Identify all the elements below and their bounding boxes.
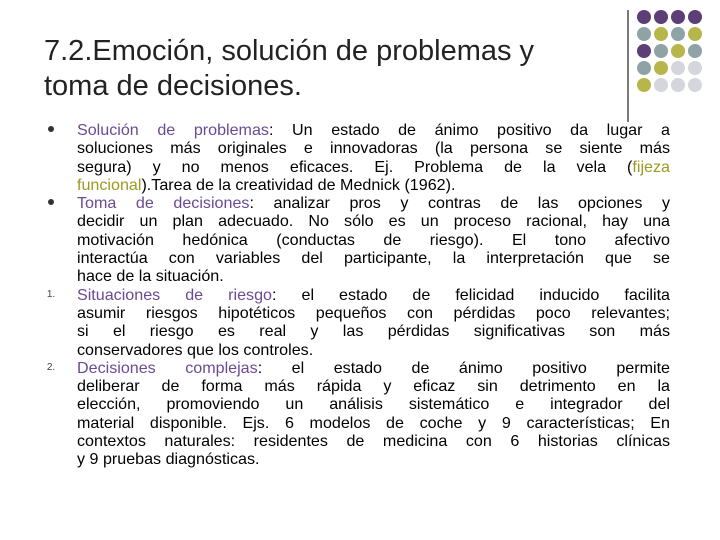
list-number: 2.: [46, 361, 56, 373]
decorative-dot: [637, 10, 651, 24]
decorative-dot: [654, 78, 668, 92]
item-2-line-1-rest: : analizar pros y contras de las opciones y: [249, 194, 670, 213]
decorative-dot: [671, 78, 685, 92]
item-1-line-4-rest: ).Tarea de la creatividad de Mednick (1962).: [141, 175, 456, 194]
decorative-dot: [671, 10, 685, 24]
decorative-dot: [654, 10, 668, 24]
keyword-toma-decisiones: Toma de decisiones: [77, 194, 250, 213]
item-3-line-1: [77, 286, 670, 304]
bullet-icon: [44, 121, 58, 139]
item-2-line-1: [77, 194, 670, 212]
decorative-dot: [688, 27, 702, 41]
item-1-line-1: [77, 121, 670, 139]
decorative-dot: [688, 61, 702, 75]
decorative-dot: [688, 78, 702, 92]
content-list: [44, 121, 670, 469]
item-1-line-2: soluciones más originales e innovadoras (la persona se siente más: [77, 139, 670, 158]
decorative-dot-grid: [637, 10, 702, 92]
slide-title-line-2: toma de decisiones.: [44, 70, 302, 102]
item-1-line-3-start: segura) y no menos eficaces. Ej. Problema de la vela (: [77, 157, 633, 176]
decorative-dot: [654, 61, 668, 75]
highlight-funcional: funcional: [77, 175, 142, 194]
item-3-line-2: asumir riesgos hipotéticos pequeños con pérdidas poco relevantes;: [77, 303, 670, 322]
decorative-dot: [637, 27, 651, 41]
item-4-line-2: deliberar de forma más rápida y eficaz sin detrimento en la: [77, 377, 670, 396]
decorative-dot: [637, 44, 651, 58]
keyword-situaciones-riesgo: Situaciones de riesgo: [77, 285, 272, 304]
keyword-decisiones-complejas: Decisiones complejas: [77, 358, 258, 377]
item-1-line-4: [77, 176, 670, 194]
bullet-icon: [44, 194, 58, 212]
item-4-line-3: elección, promoviendo un análisis sistemático e integrador del: [77, 395, 670, 414]
list-item-toma-decisiones: [44, 194, 670, 285]
decorative-dot: [654, 44, 668, 58]
decorative-dot: [637, 78, 651, 92]
item-2-line-5: hace de la situación.: [77, 267, 224, 286]
item-4-line-4: material disponible. Ejs. 6 modelos de coche y 9 características; En: [77, 413, 670, 432]
list-number: 1.: [46, 288, 56, 300]
item-4-line-6: y 9 pruebas diagnósticas.: [77, 450, 260, 469]
keyword-solucion-problemas: Solución de problemas: [77, 121, 269, 139]
item-2-line-2: decidir un plan adecuado. No sólo es un proceso racional, hay una: [77, 212, 670, 231]
decorative-dot: [671, 61, 685, 75]
item-2-line-4: interactúa con variables del participante, la interpretación que se: [77, 249, 670, 268]
decorative-divider: [627, 10, 629, 122]
item-3-line-1-rest: : el estado de felicidad inducido facilita: [272, 285, 670, 304]
list-item-decisiones-complejas: [44, 359, 670, 469]
item-1-line-1-rest: : Un estado de ánimo positivo da lugar a: [268, 121, 670, 139]
slide-title: [44, 34, 624, 104]
item-3-line-3: si el riesgo es real y las pérdidas significativas son más: [77, 322, 670, 341]
decorative-dot: [654, 27, 668, 41]
list-item-situaciones-riesgo: [44, 286, 670, 359]
slide-title-line-1: 7.2.Emoción, solución de problemas y: [44, 35, 535, 67]
item-4-line-1-rest: : el estado de ánimo positivo permite: [257, 358, 670, 377]
decorative-dot: [671, 44, 685, 58]
decorative-dot: [637, 61, 651, 75]
item-2-line-3: motivación hedónica (conductas de riesgo). El tono afectivo: [77, 230, 670, 249]
decorative-dot: [688, 44, 702, 58]
item-3-line-4: conservadores que los controles.: [77, 340, 314, 359]
item-1-line-3: [77, 158, 670, 176]
item-4-line-5: contextos naturales: residentes de medicina con 6 historias clínicas: [77, 432, 670, 451]
highlight-fijeza: fijeza: [632, 157, 670, 176]
list-item-solucion-problemas: [44, 121, 670, 194]
item-4-line-1: [77, 359, 670, 377]
decorative-dot: [671, 27, 685, 41]
decorative-dot: [688, 10, 702, 24]
